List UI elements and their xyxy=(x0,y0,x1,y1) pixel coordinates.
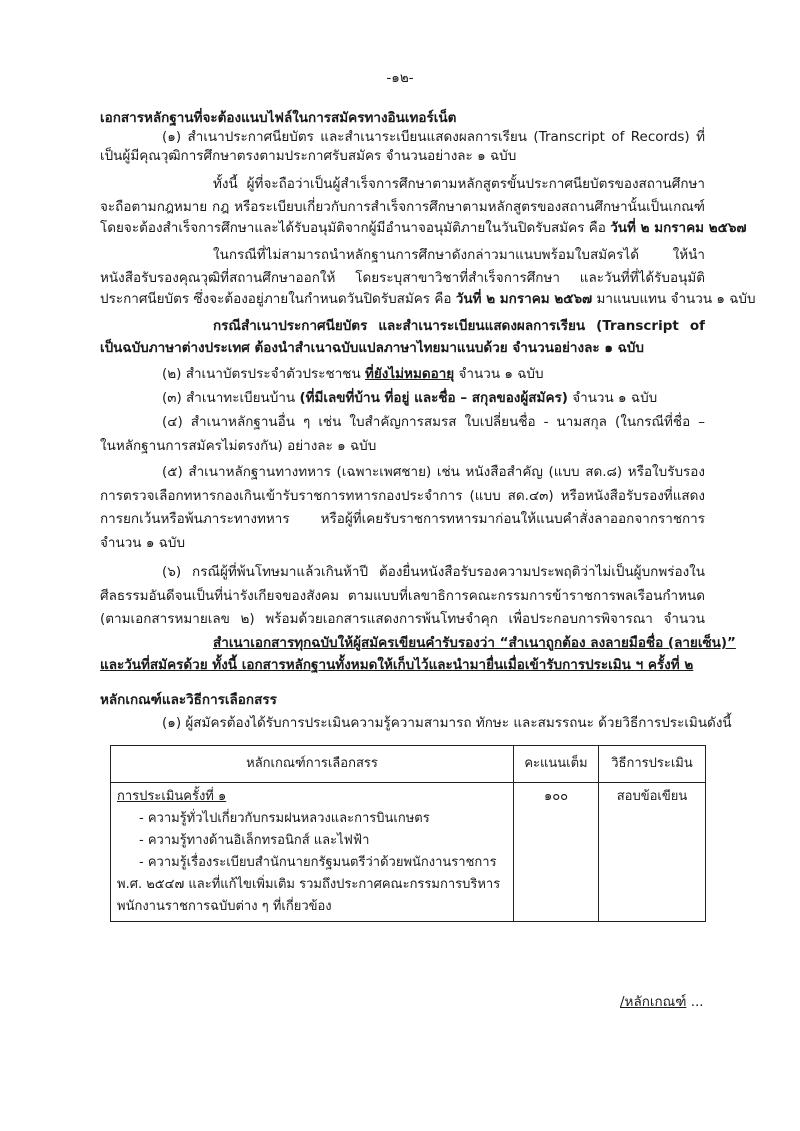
text-line xyxy=(162,127,705,147)
text-segment: ประกาศนียบัตร ซึ่งจะต้องอยู่ภายในกำหนดวันปิดรับสมัคร คือ xyxy=(100,291,456,307)
text-segment: สำเนาเอกสารทุกฉบับให้ผู้สมัครเขียนคำรับรองว่า “สำเนาถูกต้อง ลงลายมือชื่อ (ลายเซ็น)” xyxy=(213,635,736,651)
text-line xyxy=(100,218,747,238)
text-line xyxy=(213,316,705,336)
text-segment: หนังสือรับรองคุณวุฒิที่สถานศึกษาออกให้ โดยระบุสาขาวิชาที่สำเร็จการศึกษา และวันที่ที่ได้รับอนุมัติ xyxy=(100,270,705,286)
emphasized-text: ที่ยังไม่หมดอายุ xyxy=(364,366,455,382)
round-title: การประเมินครั้งที่ ๑ xyxy=(117,789,227,804)
text-segment: เป็นฉบับภาษาต่างประเทศ ต้องนำสำเนาฉบับแปลภาษาไทยมาแนบด้วย จำนวนอย่างละ ๑ ฉบับ xyxy=(100,340,644,356)
text-line xyxy=(162,713,732,733)
header-criteria: หลักเกณฑ์การเลือกสรร xyxy=(111,746,514,783)
text-line xyxy=(213,245,705,265)
text-segment: ในกรณีที่ไม่สามารถนำหลักฐานการศึกษาดังกล่าวมาแนบพร้อมใบสมัครได้ ให้นำ xyxy=(213,247,705,263)
text-line xyxy=(100,533,705,553)
text-line xyxy=(100,509,705,529)
text-segment: จะถือตามกฎหมาย กฎ หรือระเบียบเกี่ยวกับการสำเร็จการศึกษาตามหลักสูตรของสถานศึกษานั้นเป็นเกณฑ์ xyxy=(100,199,705,215)
emphasized-text: วันที่ ๒ มกราคม ๒๕๖๗ xyxy=(610,220,747,236)
text-line xyxy=(162,562,705,582)
catchword: /หลักเกณฑ์ xyxy=(620,994,687,1010)
header-full-score: คะแนนเต็ม xyxy=(514,746,599,783)
text-line xyxy=(213,633,736,653)
text-line xyxy=(100,108,705,128)
next-page-catchword xyxy=(620,990,704,1012)
text-segment: (๕) สำเนาหลักฐานทางทหาร (เฉพาะเพศชาย) เช่น หนังสือสำคัญ (แบบ สด.๘) หรือใบรับรอง xyxy=(162,464,705,480)
text-line xyxy=(162,462,705,482)
table-header-row xyxy=(111,746,706,783)
text-segment: การตรวจเลือกทหารกองเกินเข้ารับราชการทหารกองประจำการ (แบบ สด.๔๓) หรือหนังสือรับรองที่แสดง xyxy=(100,488,705,504)
text-segment: ทั้งนี้ ผู้ที่จะถือว่าเป็นผู้สำเร็จการศึกษาตามหลักสูตรขั้นประกาศนียบัตรของสถานศึกษา xyxy=(213,176,705,192)
criteria-item: - ความรู้ทั่วไปเกี่ยวกับกรมฝนหลวงและการบินเกษตร xyxy=(139,811,430,826)
text-segment: เอกสารหลักฐานที่จะต้องแนบไฟล์ในการสมัครทางอินเทอร์เน็ต xyxy=(100,110,457,126)
text-segment: (๒) สำเนาบัตรประจำตัวประชาชน xyxy=(162,366,365,382)
text-segment: กรณีสำเนาประกาศนียบัตร และสำเนาระเบียนแสดงผลการเรียน (Transcript of xyxy=(213,318,705,334)
text-segment: (๓) สำเนาทะเบียนบ้าน xyxy=(162,390,300,406)
text-segment: เป็นผู้มีคุณวุฒิการศึกษาตรงตามประกาศรับสมัคร จำนวนอย่างละ ๑ ฉบับ xyxy=(100,148,517,164)
text-line xyxy=(100,655,705,675)
criteria-continuation: พ.ศ. ๒๕๔๗ และที่แก้ไขเพิ่มเติม รวมถึงประกาศคณะกรรมการบริหาร xyxy=(117,877,501,892)
selection-criteria-table xyxy=(110,745,706,922)
text-segment: และวันที่สมัครด้วย ทั้งนี้ เอกสารหลักฐานทั้งหมดให้เก็บไว้และนำมายื่นเมื่อเข้ารับการประเมิน ฯ ครั้งที่ ๒ xyxy=(100,657,694,673)
text-line xyxy=(100,146,705,166)
emphasized-text: วันที่ ๒ มกราคม ๒๕๖๗ xyxy=(455,291,593,307)
criteria-cell xyxy=(111,783,514,922)
text-line xyxy=(100,436,705,456)
criteria-item: - ความรู้เรื่องระเบียบสำนักนายกรัฐมนตรีว่าด้วยพนักงานราชการ xyxy=(139,855,497,870)
method-cell: สอบข้อเขียน xyxy=(599,783,706,922)
text-segment: จำนวน ๑ ฉบับ xyxy=(100,535,186,551)
text-line xyxy=(100,197,705,217)
text-line xyxy=(100,609,705,629)
text-segment: (๔) สำเนาหลักฐานอื่น ๆ เช่น ใบสำคัญการสมรส ใบเปลี่ยนชื่อ - นามสกุล (ในกรณีที่ชื่อ – xyxy=(162,414,705,430)
criteria-item: - ความรู้ทางด้านอิเล็กทรอนิกส์ และไฟฟ้า xyxy=(139,833,370,848)
text-segment: ศีลธรรมอันดีจนเป็นที่น่ารังเกียจของสังคม ตามแบบที่เลขาธิการคณะกรรมการข้าราชการพลเรือนกำหนด xyxy=(100,588,705,604)
text-line xyxy=(100,486,705,506)
header-method: วิธีการประเมิน xyxy=(599,746,706,783)
text-segment: มาแนบแทน จำนวน ๑ ฉบับ xyxy=(592,291,756,307)
text-line xyxy=(100,338,705,358)
text-line xyxy=(100,586,705,606)
text-segment: การยกเว้นหรือพ้นภาระทางทหาร หรือผู้ที่เคยรับราชการทหารมาก่อนให้แนบคำสั่งลาออกจากราชการ xyxy=(100,511,705,527)
text-segment: (๑) ผู้สมัครต้องได้รับการประเมินความรู้ความสามารถ ทักษะ และสมรรถนะ ด้วยวิธีการประเมินดังนี้ xyxy=(162,715,732,731)
text-segment: (๑) สำเนาประกาศนียบัตร และสำเนาระเบียนแสดงผลการเรียน (Transcript of Records) ที่ xyxy=(162,129,705,145)
text-segment: ในหลักฐานการสมัครไม่ตรงกัน) อย่างละ ๑ ฉบับ xyxy=(100,438,377,454)
text-segment: (ตามเอกสารหมายเลข ๒) พร้อมด้วยเอกสารแสดงการพ้นโทษจำคุก เพื่อประกอบการพิจารณา จำนวน xyxy=(100,611,705,627)
criteria-continuation: พนักงานราชการฉบับต่าง ๆ ที่เกี่ยวข้อง xyxy=(117,899,332,914)
emphasized-text: (ที่มีเลขที่บ้าน ที่อยู่ และชื่อ – สกุลของผู้สมัคร) xyxy=(299,390,568,406)
text-line xyxy=(162,412,705,432)
full-score-cell: ๑๐๐ xyxy=(514,783,599,922)
text-line xyxy=(100,289,756,309)
text-segment: หลักเกณฑ์และวิธีการเลือกสรร xyxy=(100,692,277,708)
text-line xyxy=(162,364,705,384)
text-segment: (๖) กรณีผู้ที่พ้นโทษมาแล้วเกินห้าปี ต้องยื่นหนังสือรับรองความประพฤติว่าไม่เป็นผู้บกพร่องใน xyxy=(162,564,705,580)
page-number: -๑๒- xyxy=(386,70,414,86)
text-line xyxy=(213,174,705,194)
table-row xyxy=(111,783,706,922)
catchword-ellipsis: ... xyxy=(686,994,704,1010)
text-segment: โดยจะต้องสำเร็จการศึกษาและได้รับอนุมัติจากผู้มีอำนาจอนุมัติภายในวันปิดรับสมัคร คือ xyxy=(100,220,611,236)
text-line xyxy=(100,690,705,710)
text-segment: จำนวน ๑ ฉบับ xyxy=(454,366,544,382)
text-line xyxy=(100,268,705,288)
text-line xyxy=(162,388,705,408)
text-segment: จำนวน ๑ ฉบับ xyxy=(567,390,658,406)
